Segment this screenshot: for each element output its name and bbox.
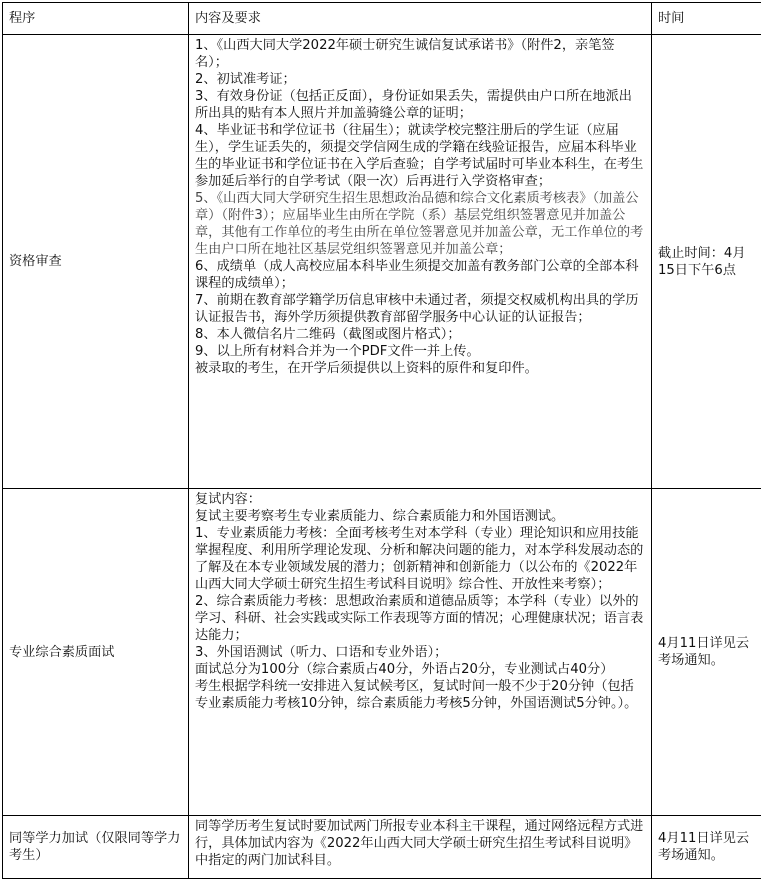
content-line: 1、《山西大同大学2022年硕士研究生诚信复试承诺书》（附件2，亲笔签名）； <box>195 37 645 71</box>
content-line: 被录取的考生，在开学后须提供以上资料的原件和复印件。 <box>195 360 645 377</box>
content-line: 3、外国语测试（听力、口语和专业外语）； <box>195 644 645 661</box>
program-cell: 同等学力加试（仅限同等学力考生） <box>3 816 189 879</box>
table-row-qualification <box>3 35 761 489</box>
content-line: 6、成绩单（成人高校应届本科毕业生须提交加盖有教务部门公章的全部本科课程的成绩单）； <box>195 258 645 292</box>
content-line: 3、有效身份证（包括正反面），身份证如果丢失，需提供由户口所在地派出所出具的贴有本人照片并加盖骑缝公章的证明； <box>195 88 645 122</box>
content-line: 7、前期在教育部学籍学历信息审核中未通过者，须提交权威机构出具的学历认证报告书，海外学历须提供教育部留学服务中心认证的认证报告； <box>195 292 645 326</box>
schedule-table <box>2 2 761 879</box>
content-line: 9、以上所有材料合并为一个PDF文件一并上传。 <box>195 343 645 360</box>
content-line: 2、初试准考证； <box>195 71 645 88</box>
content-line: 8、本人微信名片二维码（截图或图片格式）； <box>195 326 645 343</box>
content-line: 1、专业素质能力考核：全面考核考生对本学科（专业）理论知识和应用技能掌握程度、利用所学理论发现、分析和解决问题的能力，对本学科发展动态的了解及在本专业领域发展的潜力；创新精神和创新能力（以公布的《2022年山西大同大学硕士研究生招生考试科目说明》综合性、开放性来考察）； <box>195 525 645 593</box>
program-cell: 资格审查 <box>3 35 189 489</box>
content-line: 面试总分为100分（综合素质占40分，外语占20分，专业测试占40分） <box>195 661 645 678</box>
time-cell: 截止时间：4月15日下午6点 <box>652 35 761 489</box>
content-line: 5、《山西大同大学研究生招生思想政治品德和综合文化素质考核表》（加盖公章）（附件3）；应届毕业生由所在学院（系）基层党组织签署意见并加盖公章，其他有工作单位的考生由所在单位签署意见并加盖公章，无工作单位的考生由户口所在地社区基层党组织签署意见并加盖公章； <box>195 190 645 258</box>
table-header-row <box>3 3 761 35</box>
time-cell: 4月11日详见云考场通知。 <box>652 816 761 879</box>
content-line: 复试内容： <box>195 491 645 508</box>
content-line: 同等学历考生复试时要加试两门所报专业本科主干课程，通过网络远程方式进行，具体加试内容为《2022年山西大同大学硕士研究生招生考试科目说明》中指定的两门加试科目。 <box>195 818 645 869</box>
content-cell <box>189 35 652 489</box>
content-line: 2、综合素质能力考核：思想政治素质和道德品质等；本学科（专业）以外的学习、科研、社会实践或实际工作表现等方面的情况；心理健康状况；语言表达能力； <box>195 593 645 644</box>
header-time: 时间 <box>652 3 761 35</box>
content-cell <box>189 489 652 816</box>
content-cell <box>189 816 652 879</box>
content-line: 4、毕业证书和学位证书（往届生）；就读学校完整注册后的学生证（应届生），学生证丢失的，须提交学信网生成的学籍在线验证报告，应届本科毕业生的毕业证书和学位证书在入学后查验；自学考试届时可毕业本科生，在考生参加延后举行的自学考试（限一次）后再进行入学资格审查； <box>195 122 645 190</box>
content-line: 复试主要考察考生专业素质能力、综合素质能力和外国语测试。 <box>195 508 645 525</box>
time-cell: 4月11日详见云考场通知。 <box>652 489 761 816</box>
table-row-extra-test <box>3 816 761 879</box>
header-content: 内容及要求 <box>189 3 652 35</box>
program-cell: 专业综合素质面试 <box>3 489 189 816</box>
content-line: 考生根据学科统一安排进入复试候考区，复试时间一般不少于20分钟（包括专业素质能力考核10分钟，综合素质能力考核5分钟，外国语测试5分钟。）。 <box>195 678 645 712</box>
table-row-interview <box>3 489 761 816</box>
header-program: 程序 <box>3 3 189 35</box>
